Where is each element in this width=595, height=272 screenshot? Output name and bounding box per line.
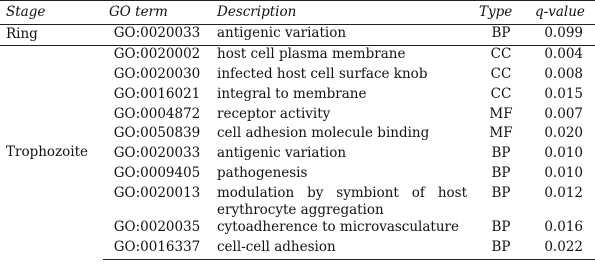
- go-term-cell: GO:0020033: [113, 145, 201, 162]
- q-value-cell: 0.012: [544, 185, 583, 202]
- type-cell: BP: [473, 239, 529, 259]
- go-term-cell: GO:0004872: [113, 105, 201, 122]
- stage-ring: Ring: [0, 24, 103, 45]
- description-cell: cytoadherence to microvasculature: [217, 218, 459, 235]
- description-cell: pathogenesis: [217, 165, 308, 182]
- header-description: Description: [211, 1, 473, 25]
- type-cell: BP: [491, 218, 511, 235]
- go-term-cell: GO:0020002: [113, 45, 201, 62]
- description-cell: antigenic variation: [217, 145, 347, 162]
- go-term-cell: GO:0020030: [113, 65, 201, 82]
- go-term-cell: GO:0009405: [113, 165, 201, 182]
- go-term-cell: GO:0020013: [113, 185, 201, 202]
- type-cell: CC: [490, 85, 512, 102]
- description-line-1: modulation by symbiont of host: [217, 185, 467, 202]
- description-cell: receptor activity: [217, 105, 331, 122]
- header-row: [0, 1, 595, 25]
- q-value-cell: 0.020: [544, 125, 583, 142]
- type-cell: BP: [491, 165, 511, 182]
- q-value-cell: 0.015: [544, 85, 583, 102]
- description-cell: infected host cell surface knob: [217, 65, 428, 82]
- table-body: [0, 24, 595, 259]
- type-cell: BP: [491, 185, 511, 202]
- description-cell: cell adhesion molecule binding: [217, 125, 430, 142]
- type-cell: CC: [490, 65, 512, 82]
- q-value-cell: 0.099: [529, 24, 595, 45]
- header-stage: Stage: [0, 1, 103, 25]
- type-cell: MF: [489, 105, 513, 122]
- header-type: Type: [473, 1, 529, 25]
- go-term-cell: GO:0050839: [113, 125, 201, 142]
- description-cell: host cell plasma membrane: [217, 45, 406, 62]
- type-cell: MF: [489, 125, 513, 142]
- type-cell: CC: [490, 45, 512, 62]
- go-term-cell: GO:0020035: [113, 218, 201, 235]
- description-cell: [211, 185, 473, 219]
- description-cell: cell-cell adhesion: [211, 239, 473, 259]
- go-term-cell: GO:0020033: [103, 24, 211, 45]
- q-value-cell: 0.016: [544, 218, 583, 235]
- table-row: [0, 45, 595, 65]
- description-cell: antigenic variation: [211, 24, 473, 45]
- table-header: [0, 1, 595, 25]
- description-line-2: erythrocyte aggregation: [217, 201, 384, 218]
- q-value-cell: 0.010: [544, 165, 583, 182]
- q-value-cell: 0.004: [544, 45, 583, 62]
- go-term-cell: GO:0016021: [113, 85, 201, 102]
- table-row-ring: [0, 24, 595, 45]
- q-value-cell: 0.022: [529, 239, 595, 259]
- q-value-cell: 0.010: [544, 145, 583, 162]
- header-go-term: GO term: [103, 1, 211, 25]
- header-q-value: q-value: [529, 1, 595, 25]
- description-cell: integral to membrane: [217, 85, 367, 102]
- stage-trophozoite: Trophozoite: [6, 144, 89, 161]
- go-term-cell: GO:0016337: [103, 239, 211, 259]
- type-cell: BP: [491, 145, 511, 162]
- q-value-cell: 0.008: [544, 65, 583, 82]
- type-cell: BP: [473, 24, 529, 45]
- q-value-cell: 0.007: [544, 105, 583, 122]
